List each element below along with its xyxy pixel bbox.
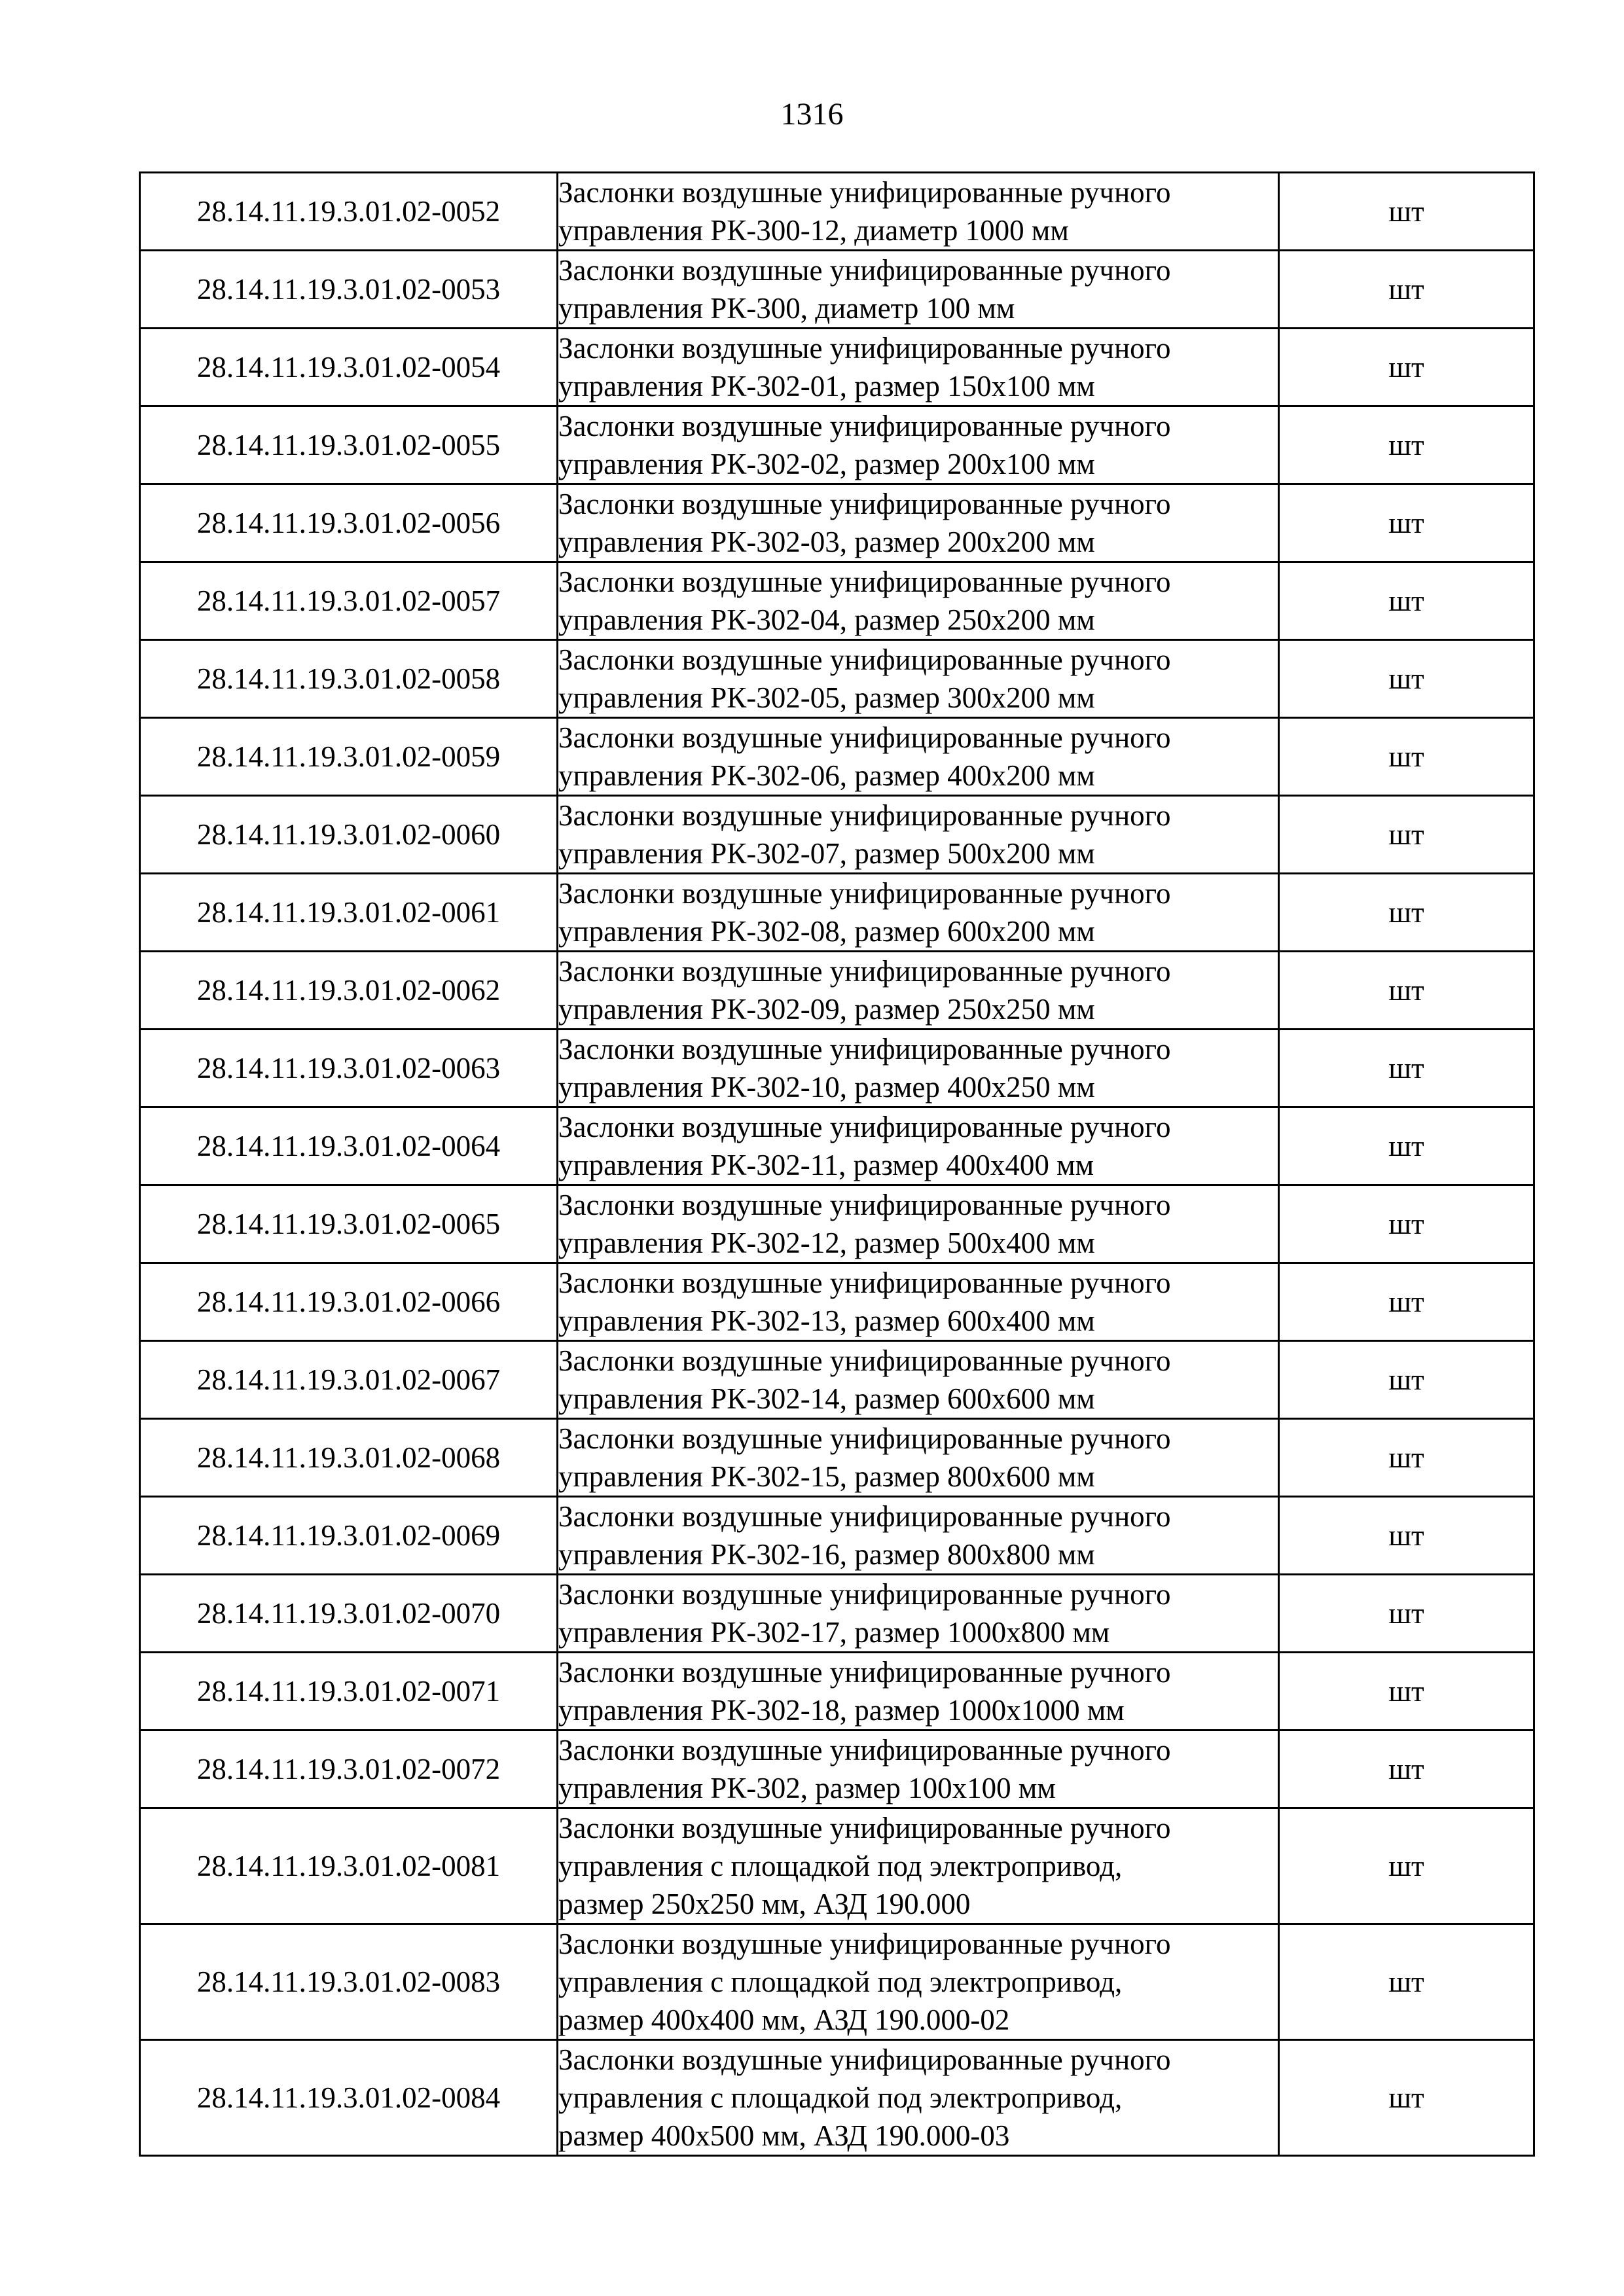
unit-of-measure: шт (1279, 2040, 1534, 2156)
description-line: управления РК-302-11, размер 400х400 мм (558, 1149, 1094, 1181)
description-line: Заслонки воздушные унифицированные ручного (558, 799, 1171, 832)
resource-description (558, 718, 1279, 796)
unit-of-measure: шт (1279, 1924, 1534, 2040)
unit-of-measure: шт (1279, 1497, 1534, 1575)
description-line: Заслонки воздушные унифицированные ручного (558, 1812, 1171, 1844)
description-line: Заслонки воздушные унифицированные ручного (558, 2043, 1171, 2076)
description-line: управления РК-302-15, размер 800х600 мм (558, 1460, 1095, 1493)
resource-code: 28.14.11.19.3.01.02-0063 (140, 1030, 558, 1107)
resource-code: 28.14.11.19.3.01.02-0053 (140, 251, 558, 329)
resource-code: 28.14.11.19.3.01.02-0072 (140, 1731, 558, 1808)
description-line: Заслонки воздушные унифицированные ручного (558, 1928, 1171, 1960)
resource-description (558, 952, 1279, 1030)
table-row (140, 1924, 1534, 2040)
resource-description (558, 173, 1279, 251)
description-line: Заслонки воздушные унифицированные ручного (558, 1500, 1171, 1533)
description-line: размер 400х500 мм, АЗД 190.000-03 (558, 2119, 1010, 2152)
resource-code: 28.14.11.19.3.01.02-0062 (140, 952, 558, 1030)
table-row (140, 1731, 1534, 1808)
table-row (140, 1575, 1534, 1653)
description-line: управления РК-302-18, размер 1000х1000 мм (558, 1694, 1125, 1727)
table-row (140, 952, 1534, 1030)
unit-of-measure: шт (1279, 1263, 1534, 1341)
description-line: управления РК-302-02, размер 200х100 мм (558, 448, 1095, 480)
table-row (140, 1653, 1534, 1731)
page-number: 1316 (780, 97, 844, 132)
resource-description (558, 1107, 1279, 1185)
description-line: Заслонки воздушные унифицированные ручного (558, 410, 1171, 442)
unit-of-measure: шт (1279, 874, 1534, 952)
description-line: Заслонки воздушные унифицированные ручного (558, 1734, 1171, 1767)
resource-description (558, 406, 1279, 484)
description-line: управления РК-300, диаметр 100 мм (558, 292, 1015, 325)
resource-description (558, 1575, 1279, 1653)
resource-code: 28.14.11.19.3.01.02-0084 (140, 2040, 558, 2156)
unit-of-measure: шт (1279, 1185, 1534, 1263)
resource-description (558, 484, 1279, 562)
resource-code: 28.14.11.19.3.01.02-0058 (140, 640, 558, 718)
table-row (140, 1185, 1534, 1263)
unit-of-measure: шт (1279, 952, 1534, 1030)
resource-description (558, 329, 1279, 406)
description-line: управления РК-302-16, размер 800х800 мм (558, 1538, 1095, 1571)
resource-code: 28.14.11.19.3.01.02-0083 (140, 1924, 558, 2040)
resource-description (558, 1263, 1279, 1341)
resource-code: 28.14.11.19.3.01.02-0061 (140, 874, 558, 952)
description-line: управления РК-302-09, размер 250х250 мм (558, 993, 1095, 1026)
resource-code: 28.14.11.19.3.01.02-0069 (140, 1497, 558, 1575)
unit-of-measure: шт (1279, 1653, 1534, 1731)
description-line: управления РК-302-14, размер 600х600 мм (558, 1382, 1095, 1415)
table-row (140, 251, 1534, 329)
description-line: управления с площадкой под электропривод, (558, 1965, 1123, 1998)
resource-description (558, 1731, 1279, 1808)
resource-code: 28.14.11.19.3.01.02-0059 (140, 718, 558, 796)
resource-description (558, 640, 1279, 718)
unit-of-measure: шт (1279, 406, 1534, 484)
resource-code: 28.14.11.19.3.01.02-0081 (140, 1808, 558, 1924)
table-row (140, 173, 1534, 251)
description-line: Заслонки воздушные унифицированные ручного (558, 565, 1171, 598)
description-line: управления РК-302-17, размер 1000х800 мм (558, 1616, 1110, 1649)
resource-code: 28.14.11.19.3.01.02-0066 (140, 1263, 558, 1341)
unit-of-measure: шт (1279, 1419, 1534, 1497)
table-row (140, 640, 1534, 718)
description-line: размер 400х400 мм, АЗД 190.000-02 (558, 2003, 1010, 2036)
description-line: управления РК-302-03, размер 200х200 мм (558, 526, 1095, 558)
description-line: управления РК-302-08, размер 600х200 мм (558, 915, 1095, 948)
unit-of-measure: шт (1279, 173, 1534, 251)
description-line: Заслонки воздушные унифицированные ручного (558, 955, 1171, 988)
unit-of-measure: шт (1279, 1030, 1534, 1107)
unit-of-measure: шт (1279, 1808, 1534, 1924)
resource-description (558, 1341, 1279, 1419)
table-row (140, 329, 1534, 406)
description-line: управления РК-302-13, размер 600х400 мм (558, 1304, 1095, 1337)
resource-code: 28.14.11.19.3.01.02-0067 (140, 1341, 558, 1419)
description-line: Заслонки воздушные унифицированные ручного (558, 1656, 1171, 1689)
table-row (140, 406, 1534, 484)
description-line: Заслонки воздушные унифицированные ручного (558, 1422, 1171, 1455)
table-row (140, 484, 1534, 562)
description-line: Заслонки воздушные унифицированные ручного (558, 877, 1171, 910)
resource-description (558, 874, 1279, 952)
resource-code: 28.14.11.19.3.01.02-0071 (140, 1653, 558, 1731)
resource-code: 28.14.11.19.3.01.02-0056 (140, 484, 558, 562)
description-line: управления РК-302-07, размер 500х200 мм (558, 837, 1095, 870)
description-line: Заслонки воздушные унифицированные ручного (558, 254, 1171, 287)
resource-description (558, 1185, 1279, 1263)
resource-code: 28.14.11.19.3.01.02-0054 (140, 329, 558, 406)
table-row (140, 2040, 1534, 2156)
unit-of-measure: шт (1279, 718, 1534, 796)
table-row (140, 1808, 1534, 1924)
description-line: Заслонки воздушные унифицированные ручного (558, 1189, 1171, 1221)
unit-of-measure: шт (1279, 1731, 1534, 1808)
resource-code: 28.14.11.19.3.01.02-0052 (140, 173, 558, 251)
unit-of-measure: шт (1279, 562, 1534, 640)
unit-of-measure: шт (1279, 1575, 1534, 1653)
description-line: Заслонки воздушные унифицированные ручного (558, 721, 1171, 754)
unit-of-measure: шт (1279, 329, 1534, 406)
table-row (140, 1263, 1534, 1341)
resource-code: 28.14.11.19.3.01.02-0055 (140, 406, 558, 484)
description-line: Заслонки воздушные унифицированные ручного (558, 1033, 1171, 1066)
description-line: Заслонки воздушные унифицированные ручного (558, 1344, 1171, 1377)
resource-description (558, 562, 1279, 640)
table-row (140, 1497, 1534, 1575)
resource-code: 28.14.11.19.3.01.02-0064 (140, 1107, 558, 1185)
description-line: Заслонки воздушные унифицированные ручного (558, 176, 1171, 209)
resource-description (558, 1808, 1279, 1924)
unit-of-measure: шт (1279, 1341, 1534, 1419)
table-body (140, 173, 1534, 2156)
table-row (140, 562, 1534, 640)
resource-code: 28.14.11.19.3.01.02-0070 (140, 1575, 558, 1653)
table-row (140, 796, 1534, 874)
resource-description (558, 1497, 1279, 1575)
table-row (140, 874, 1534, 952)
resource-description (558, 1419, 1279, 1497)
description-line: управления РК-302-01, размер 150х100 мм (558, 370, 1095, 403)
description-line: управления с площадкой под электропривод, (558, 2081, 1123, 2114)
description-line: Заслонки воздушные унифицированные ручного (558, 1578, 1171, 1611)
unit-of-measure: шт (1279, 251, 1534, 329)
unit-of-measure: шт (1279, 796, 1534, 874)
description-line: Заслонки воздушные унифицированные ручного (558, 1111, 1171, 1143)
resource-code: 28.14.11.19.3.01.02-0065 (140, 1185, 558, 1263)
resource-description (558, 1924, 1279, 2040)
description-line: управления РК-302-10, размер 400х250 мм (558, 1071, 1095, 1103)
unit-of-measure: шт (1279, 1107, 1534, 1185)
description-line: управления РК-302-12, размер 500х400 мм (558, 1227, 1095, 1259)
description-line: управления РК-302-06, размер 400х200 мм (558, 759, 1095, 792)
resource-code: 28.14.11.19.3.01.02-0057 (140, 562, 558, 640)
resource-description (558, 1653, 1279, 1731)
resource-description (558, 251, 1279, 329)
resource-description (558, 2040, 1279, 2156)
description-line: управления РК-302, размер 100х100 мм (558, 1772, 1056, 1804)
table-row (140, 1107, 1534, 1185)
table-row (140, 1030, 1534, 1107)
description-line: Заслонки воздушные унифицированные ручного (558, 488, 1171, 520)
table-row (140, 1419, 1534, 1497)
resource-code: 28.14.11.19.3.01.02-0060 (140, 796, 558, 874)
resource-table (139, 171, 1535, 2157)
description-line: управления с площадкой под электропривод, (558, 1850, 1123, 1882)
description-line: размер 250х250 мм, АЗД 190.000 (558, 1888, 971, 1920)
resource-description (558, 1030, 1279, 1107)
table-row (140, 1341, 1534, 1419)
description-line: Заслонки воздушные унифицированные ручного (558, 332, 1171, 365)
table-row (140, 718, 1534, 796)
resource-description (558, 796, 1279, 874)
description-line: Заслонки воздушные унифицированные ручного (558, 643, 1171, 676)
unit-of-measure: шт (1279, 640, 1534, 718)
resource-code: 28.14.11.19.3.01.02-0068 (140, 1419, 558, 1497)
description-line: Заслонки воздушные унифицированные ручного (558, 1266, 1171, 1299)
description-line: управления РК-300-12, диаметр 1000 мм (558, 214, 1069, 247)
description-line: управления РК-302-04, размер 250х200 мм (558, 603, 1095, 636)
description-line: управления РК-302-05, размер 300х200 мм (558, 681, 1095, 714)
unit-of-measure: шт (1279, 484, 1534, 562)
